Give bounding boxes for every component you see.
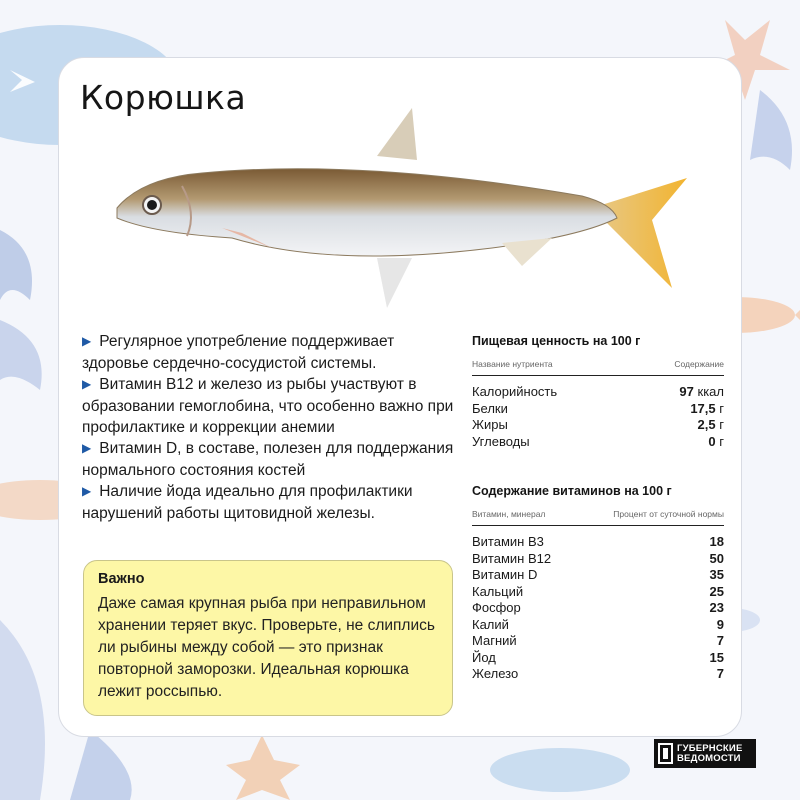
logo-mark-icon: [658, 743, 673, 764]
smelt-fish-image: [112, 108, 697, 313]
publisher-logo: [654, 739, 756, 768]
table-row: Витамин B12 50: [472, 550, 724, 566]
benefits-list: [82, 331, 457, 524]
table-row: Белки 17,5 г: [472, 400, 724, 416]
triangle-bullet-icon: ▶: [82, 441, 92, 455]
table-row: Магний 7: [472, 633, 724, 648]
nutrition-heading: Пищевая ценность на 100 г: [472, 334, 641, 348]
important-text: Даже самая крупная рыба при неправильном хранении теряет вкус. Проверьте, не слиплись ли рыбины между собой — это признак повторной заморозки. Идеальная корюшка лежит россыпью.: [98, 595, 435, 700]
table-row: Калий 9: [472, 616, 724, 632]
table-row: Жиры 2,5 г: [472, 417, 724, 432]
list-item: ▶ Витамин D, в составе, полезен для поддержания нормального состояния костей: [82, 440, 454, 479]
triangle-bullet-icon: ▶: [82, 377, 92, 391]
table-row: Углеводы 0 г: [472, 433, 724, 449]
list-item: ▶ Витамин B12 и железо из рыбы участвуют в образовании гемоглобина, что особенно важно при профилактике и коррекции анемии: [82, 376, 454, 436]
table-row: Витамин B3 18: [472, 534, 724, 549]
table-row: Кальций 25: [472, 583, 724, 599]
table-row: Калорийность 97 ккал: [472, 384, 724, 399]
table-row: Йод 15: [472, 649, 724, 665]
table-row: Витамин D 35: [472, 567, 724, 582]
page-title: Корюшка: [80, 78, 247, 117]
triangle-bullet-icon: ▶: [82, 484, 92, 498]
logo-line-2: ВЕДОМОСТИ: [677, 752, 741, 764]
important-heading: Важно: [98, 571, 145, 587]
vitamins-column-headers: Витамин, минерал Процент от суточной нормы: [472, 509, 724, 526]
nutrition-table: [472, 334, 724, 450]
vitamins-heading: Содержание витаминов на 100 г: [472, 484, 672, 498]
nutrition-column-headers: Название нутриента Содержание: [472, 359, 724, 376]
list-item: ▶ Наличие йода идеально для профилактики нарушений работы щитовидной железы.: [82, 483, 413, 522]
list-item: ▶ Регулярное употребление поддерживает здоровье сердечно-сосудистой системы.: [82, 333, 395, 372]
important-note: [83, 560, 453, 716]
vitamins-table: [472, 484, 724, 683]
table-row: Фосфор 23: [472, 600, 724, 615]
logo-line-1: ГУБЕРНСКИЕ: [677, 742, 743, 754]
table-row: Железо 7: [472, 666, 724, 681]
triangle-bullet-icon: ▶: [82, 334, 92, 348]
